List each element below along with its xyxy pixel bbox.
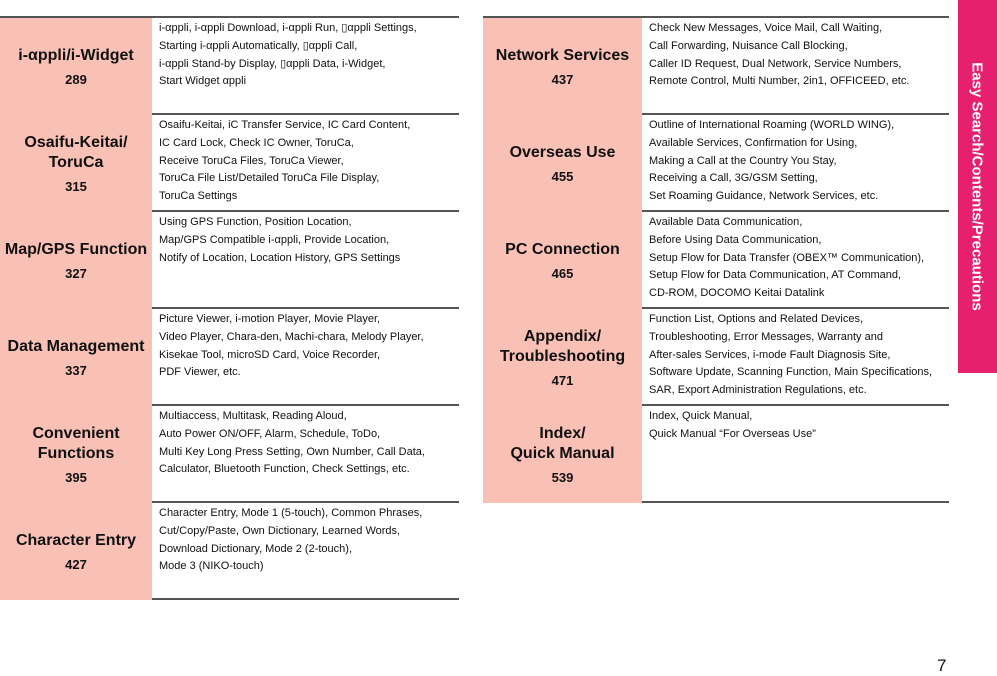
section-page-number: 471: [551, 373, 574, 388]
section-heading-cell: [0, 115, 152, 212]
section-topics: Outline of International Roaming (WORLD WING), Available Services, Confirmation for Using, Making a Call at the Country You Stay, Receiving a Call, 3G/GSM Setting, Set Roaming Guidance, Network Services, etc.: [649, 119, 895, 203]
section-topics: Index, Quick Manual, Quick Manual “For Overseas Use”: [649, 410, 816, 440]
section-page-number: 455: [551, 169, 574, 184]
section-title: Character Entry: [15, 532, 137, 549]
section-page-number: 337: [65, 363, 87, 378]
section-heading-cell: [483, 212, 642, 309]
section-heading-cell: [0, 18, 152, 115]
section-heading-cell: [483, 309, 642, 406]
section-topics: i-αppli, i-αppli Download, i-αppli Run, ▯αppli Settings, Starting i-αppli Automatically, ▯αppli Call, i-αppli Stand-by Display, ▯αppli Data, i-Widget, Start Widget αppli: [159, 22, 417, 88]
chapter-index-label-wrap: [958, 0, 997, 373]
section-page-number: 327: [65, 266, 87, 281]
section-heading-cell: [483, 115, 642, 212]
section-title: Network Services: [495, 47, 630, 64]
section-page-number: 315: [65, 179, 87, 194]
section-topics: Using GPS Function, Position Location, Map/GPS Compatible i-αppli, Provide Location, Notify of Location, Location History, GPS Settings: [159, 216, 401, 264]
section-title: Convenient Functions: [32, 425, 120, 462]
contents-row[interactable]: [0, 406, 459, 503]
section-heading-cell: [0, 503, 152, 600]
section-topics: Check New Messages, Voice Mail, Call Waiting, Call Forwarding, Nuisance Call Blocking, Caller ID Request, Dual Network, Service Numbers, Remote Control, Multi Number, 2in1, OFFICEED, etc.: [649, 22, 910, 88]
section-topics: Multiaccess, Multitask, Reading Aloud, Auto Power ON/OFF, Alarm, Schedule, ToDo, Multi Key Long Press Setting, Own Number, Call Data, Calculator, Bluetooth Function, Check Settings, etc.: [159, 410, 425, 476]
section-page-number: 437: [551, 72, 574, 87]
left-contents-column: [0, 16, 459, 600]
section-heading-cell: [483, 406, 642, 503]
section-page-number: 427: [65, 557, 87, 572]
contents-row[interactable]: [483, 115, 949, 212]
section-page-number: 395: [65, 470, 87, 485]
section-page-number: 289: [65, 72, 87, 87]
contents-row[interactable]: [0, 115, 459, 212]
section-title: Index/ Quick Manual: [510, 425, 615, 462]
section-page-number: 539: [551, 470, 574, 485]
contents-row[interactable]: [0, 503, 459, 600]
chapter-index-label: Easy Search/Contents/Precautions: [969, 62, 986, 311]
contents-row[interactable]: [0, 212, 459, 309]
section-page-number: 465: [551, 266, 574, 281]
section-title: Data Management: [7, 338, 145, 355]
section-topics: Function List, Options and Related Devices, Troubleshooting, Error Messages, Warranty and After-sales Services, i-mode Fault Diagnosis Site, Software Update, Scanning Function, Main Specifications, SAR, Export Administration Regulations, etc.: [649, 313, 933, 397]
section-topics: Picture Viewer, i-motion Player, Movie Player, Video Player, Chara-den, Machi-chara, Melody Player, Kisekae Tool, microSD Card, Voice Recorder, PDF Viewer, etc.: [159, 313, 424, 379]
contents-row[interactable]: [483, 212, 949, 309]
section-topics: Osaifu-Keitai, iC Transfer Service, IC Card Content, IC Card Lock, Check IC Owner, ToruCa, Receive ToruCa Files, ToruCa Viewer, ToruCa File List/Detailed ToruCa File Display, ToruCa Settings: [159, 119, 411, 203]
section-heading-cell: [0, 309, 152, 406]
section-heading-cell: [0, 212, 152, 309]
section-title: Appendix/ Troubleshooting: [499, 328, 626, 365]
contents-row[interactable]: [483, 309, 949, 406]
section-heading-cell: [0, 406, 152, 503]
section-topics: Character Entry, Mode 1 (5-touch), Common Phrases, Cut/Copy/Paste, Own Dictionary, Learned Words, Download Dictionary, Mode 2 (2-touch), Mode 3 (NIKO-touch): [159, 507, 423, 573]
contents-row[interactable]: [483, 16, 949, 115]
section-title: Overseas Use: [509, 144, 616, 161]
section-title: Osaifu-Keitai/ ToruCa: [24, 134, 128, 171]
section-heading-cell: [483, 18, 642, 115]
contents-row[interactable]: [483, 406, 949, 503]
contents-row[interactable]: [0, 16, 459, 115]
right-contents-column: [483, 16, 949, 503]
page-number: 7: [937, 656, 947, 675]
section-title: i-αppli/i-Widget: [18, 47, 134, 64]
section-title: Map/GPS Function: [4, 241, 148, 258]
section-topics: Available Data Communication, Before Using Data Communication, Setup Flow for Data Transfer (OBEX™ Communication), Setup Flow for Data Communication, AT Command, CD-ROM, DOCOMO Keitai Datalink: [649, 216, 925, 300]
contents-row[interactable]: [0, 309, 459, 406]
section-title: PC Connection: [505, 241, 620, 258]
